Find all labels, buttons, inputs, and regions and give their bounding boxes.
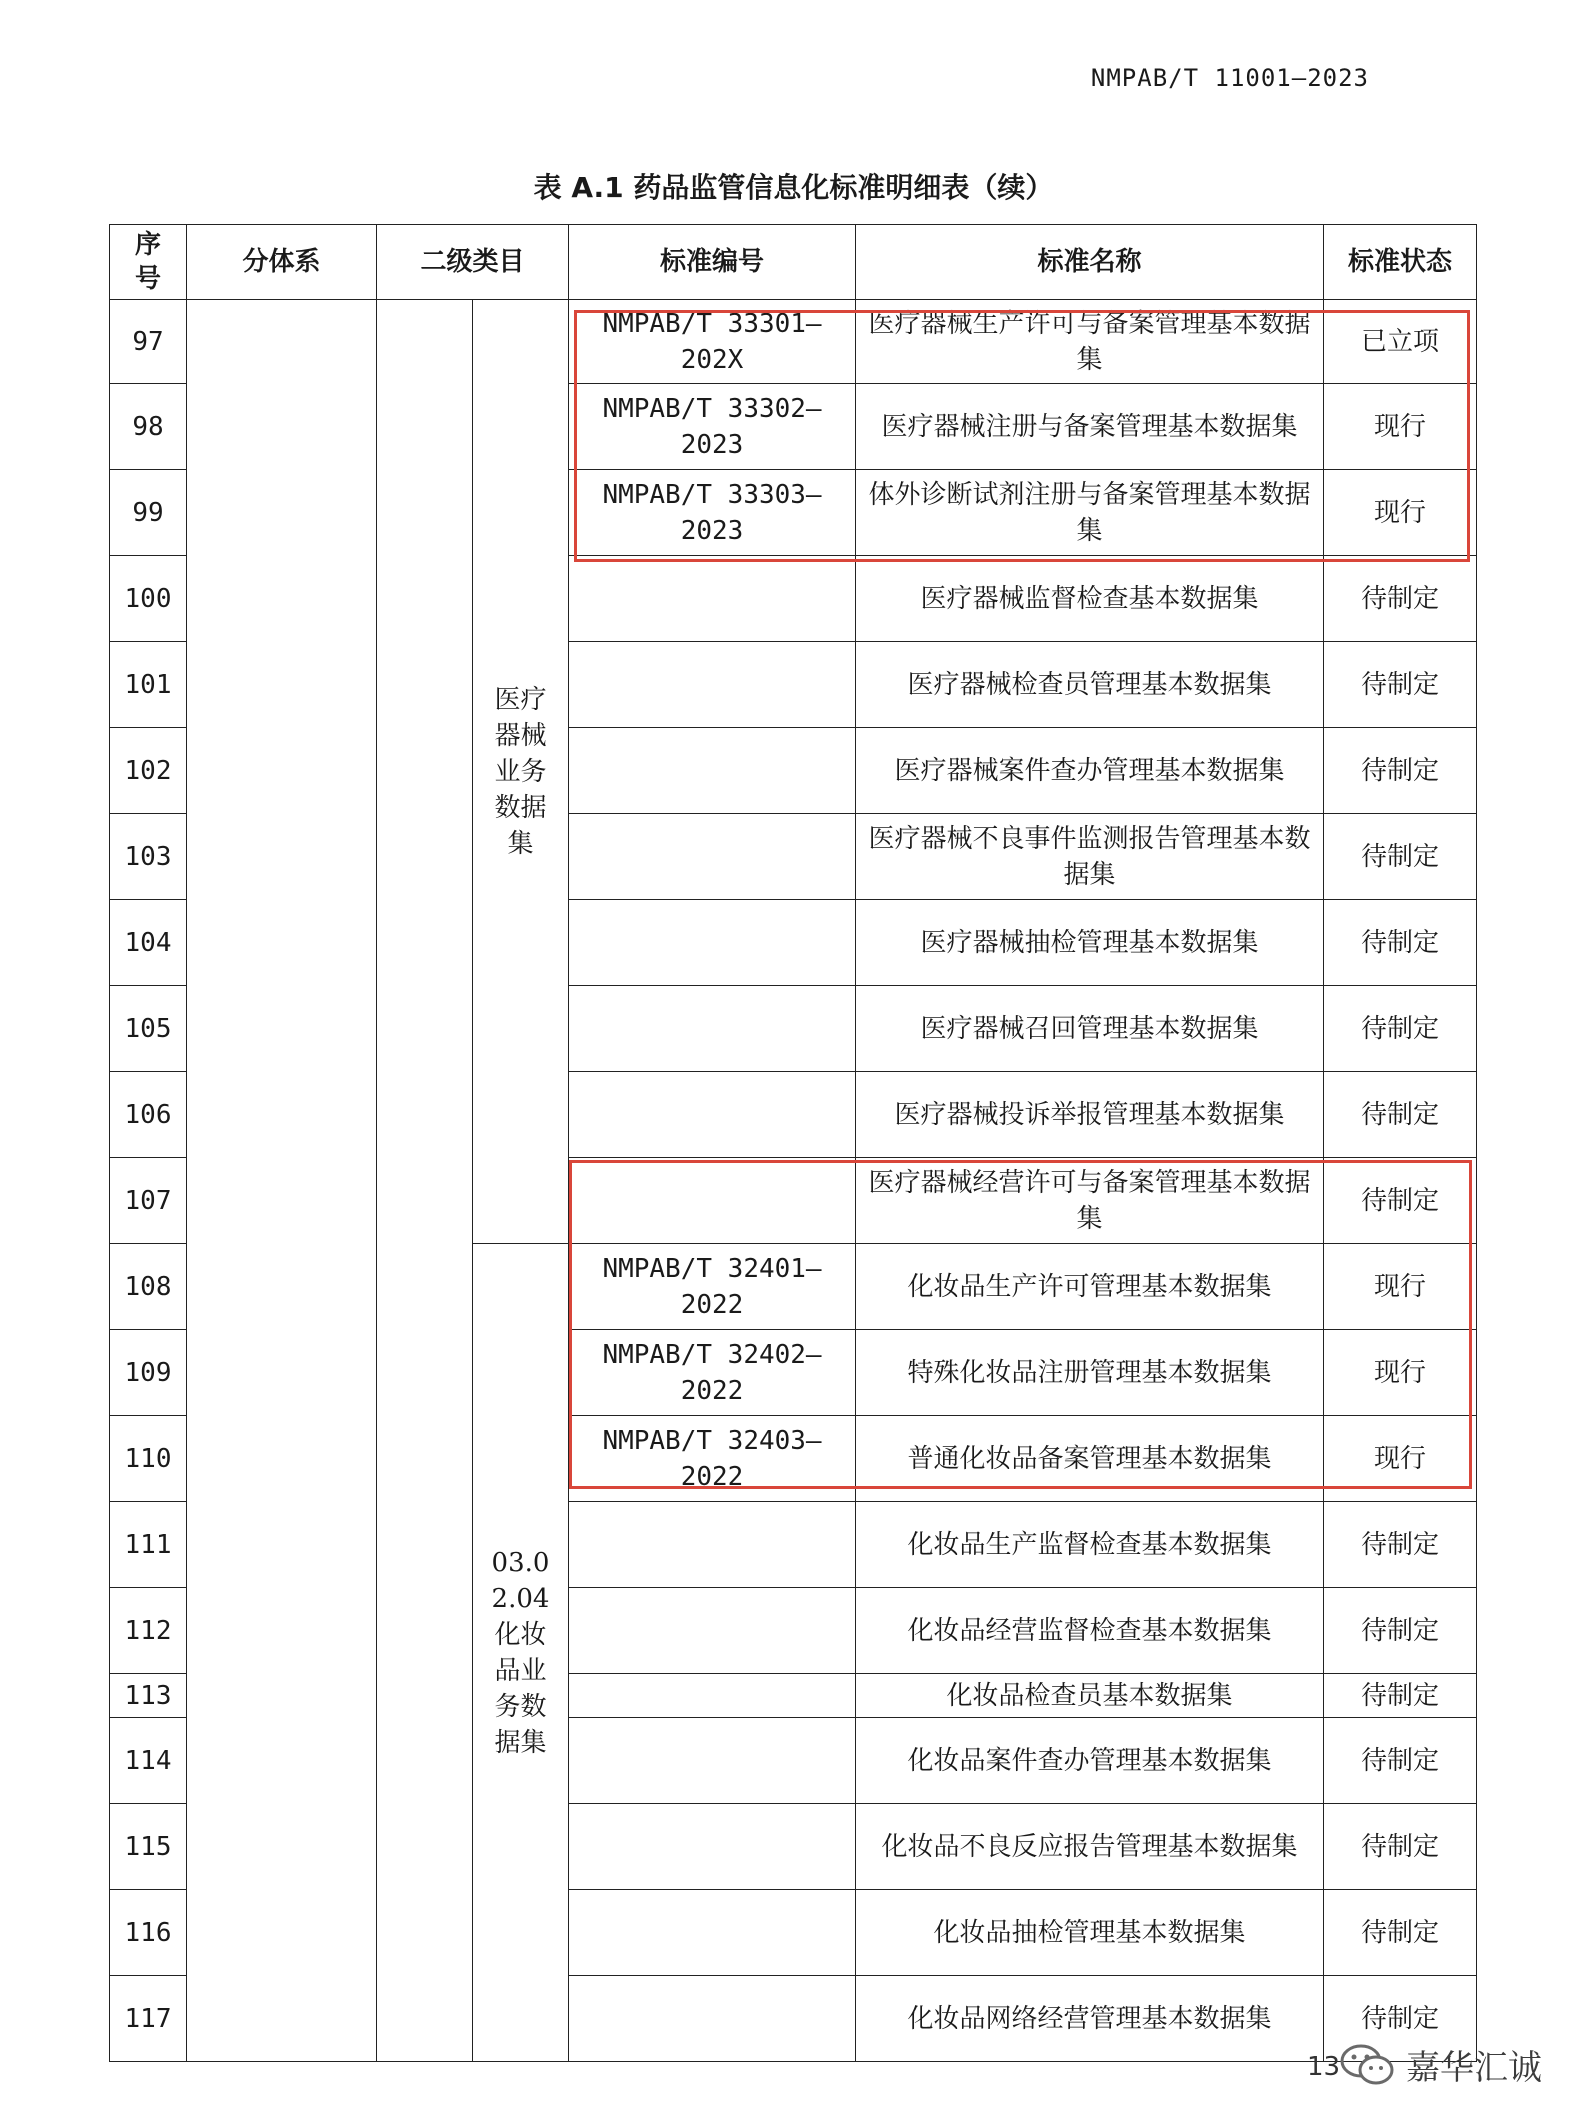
name-cell: 化妆品生产许可管理基本数据集 <box>856 1244 1324 1330</box>
seq-cell: 101 <box>110 642 187 728</box>
seq-cell: 102 <box>110 728 187 814</box>
status-cell: 待制定 <box>1324 1674 1477 1718</box>
seq-cell: 99 <box>110 470 187 556</box>
code-cell <box>569 728 856 814</box>
code-cell <box>569 1718 856 1804</box>
seq-cell: 117 <box>110 1976 187 2062</box>
status-cell: 待制定 <box>1324 1588 1477 1674</box>
status-cell: 已立项 <box>1324 300 1477 384</box>
code-cell: NMPAB/T 32403—2022 <box>569 1416 856 1502</box>
code-cell <box>569 986 856 1072</box>
header-category: 二级类目 <box>377 225 569 300</box>
status-cell: 待制定 <box>1324 642 1477 728</box>
code-cell <box>569 1804 856 1890</box>
seq-cell: 107 <box>110 1158 187 1244</box>
header-seq: 序号 <box>110 225 187 300</box>
code-cell <box>569 1588 856 1674</box>
name-cell: 化妆品不良反应报告管理基本数据集 <box>856 1804 1324 1890</box>
name-cell: 医疗器械投诉举报管理基本数据集 <box>856 1072 1324 1158</box>
seq-cell: 104 <box>110 900 187 986</box>
status-cell: 待制定 <box>1324 814 1477 900</box>
seq-cell: 114 <box>110 1718 187 1804</box>
name-cell: 医疗器械监督检查基本数据集 <box>856 556 1324 642</box>
status-cell: 待制定 <box>1324 1976 1477 2062</box>
page-number: 13 <box>1307 2052 1341 2082</box>
code-cell <box>569 1890 856 1976</box>
code-cell <box>569 642 856 728</box>
seq-cell: 113 <box>110 1674 187 1718</box>
code-cell <box>569 1502 856 1588</box>
status-cell: 现行 <box>1324 384 1477 470</box>
code-cell <box>569 900 856 986</box>
name-cell: 化妆品抽检管理基本数据集 <box>856 1890 1324 1976</box>
seq-cell: 108 <box>110 1244 187 1330</box>
status-cell: 待制定 <box>1324 900 1477 986</box>
name-cell: 医疗器械检查员管理基本数据集 <box>856 642 1324 728</box>
seq-cell: 112 <box>110 1588 187 1674</box>
code-cell <box>569 1674 856 1718</box>
seq-cell: 97 <box>110 300 187 384</box>
table-title: 表 A.1 药品监管信息化标准明细表（续） <box>533 171 1054 204</box>
watermark <box>1340 2040 1542 2089</box>
name-cell: 普通化妆品备案管理基本数据集 <box>856 1416 1324 1502</box>
seq-cell: 110 <box>110 1416 187 1502</box>
category-cosmetics-dataset: 03.02.04化妆品业务数据集 <box>473 1244 569 2062</box>
code-cell: NMPAB/T 32402—2022 <box>569 1330 856 1416</box>
name-cell: 医疗器械案件查办管理基本数据集 <box>856 728 1324 814</box>
code-cell: NMPAB/T 33301—202X <box>569 300 856 384</box>
code-cell <box>569 1976 856 2062</box>
status-cell: 现行 <box>1324 1244 1477 1330</box>
code-cell: NMPAB/T 32401—2022 <box>569 1244 856 1330</box>
seq-cell: 111 <box>110 1502 187 1588</box>
seq-cell: 105 <box>110 986 187 1072</box>
name-cell: 医疗器械生产许可与备案管理基本数据集 <box>856 300 1324 384</box>
watermark-text: 嘉华汇诚 <box>1406 2048 1542 2088</box>
status-cell: 现行 <box>1324 470 1477 556</box>
name-cell: 医疗器械抽检管理基本数据集 <box>856 900 1324 986</box>
name-cell: 医疗器械经营许可与备案管理基本数据集 <box>856 1158 1324 1244</box>
name-cell: 化妆品检查员基本数据集 <box>856 1674 1324 1718</box>
subsystem-cell <box>187 300 377 2062</box>
name-cell: 医疗器械召回管理基本数据集 <box>856 986 1324 1072</box>
header-status: 标准状态 <box>1324 225 1477 300</box>
name-cell: 医疗器械注册与备案管理基本数据集 <box>856 384 1324 470</box>
status-cell: 待制定 <box>1324 728 1477 814</box>
status-cell: 待制定 <box>1324 1158 1477 1244</box>
name-cell: 化妆品案件查办管理基本数据集 <box>856 1718 1324 1804</box>
code-cell <box>569 556 856 642</box>
table-row <box>110 300 1477 384</box>
name-cell: 医疗器械不良事件监测报告管理基本数据集 <box>856 814 1324 900</box>
status-cell: 待制定 <box>1324 1072 1477 1158</box>
standards-table <box>109 224 1477 2062</box>
name-cell: 特殊化妆品注册管理基本数据集 <box>856 1330 1324 1416</box>
seq-cell: 98 <box>110 384 187 470</box>
status-cell: 现行 <box>1324 1416 1477 1502</box>
code-cell <box>569 1072 856 1158</box>
name-cell: 化妆品生产监督检查基本数据集 <box>856 1502 1324 1588</box>
code-cell <box>569 1158 856 1244</box>
name-cell: 体外诊断试剂注册与备案管理基本数据集 <box>856 470 1324 556</box>
header-name: 标准名称 <box>856 225 1324 300</box>
code-cell <box>569 814 856 900</box>
status-cell: 待制定 <box>1324 1718 1477 1804</box>
name-cell: 化妆品网络经营管理基本数据集 <box>856 1976 1324 2062</box>
category-level1-cell <box>377 300 473 2062</box>
seq-cell: 103 <box>110 814 187 900</box>
seq-cell: 106 <box>110 1072 187 1158</box>
status-cell: 待制定 <box>1324 556 1477 642</box>
status-cell: 待制定 <box>1324 1804 1477 1890</box>
code-cell: NMPAB/T 33302—2023 <box>569 384 856 470</box>
code-cell: NMPAB/T 33303—2023 <box>569 470 856 556</box>
status-cell: 待制定 <box>1324 986 1477 1072</box>
seq-cell: 100 <box>110 556 187 642</box>
status-cell: 待制定 <box>1324 1890 1477 1976</box>
seq-cell: 116 <box>110 1890 187 1976</box>
name-cell: 化妆品经营监督检查基本数据集 <box>856 1588 1324 1674</box>
table-header-row <box>110 225 1477 300</box>
seq-cell: 109 <box>110 1330 187 1416</box>
status-cell: 现行 <box>1324 1330 1477 1416</box>
status-cell: 待制定 <box>1324 1502 1477 1588</box>
wechat-icon <box>1340 2043 1396 2087</box>
document-code: NMPAB/T 11001—2023 <box>1090 64 1369 92</box>
header-subsystem: 分体系 <box>187 225 377 300</box>
header-code: 标准编号 <box>569 225 856 300</box>
seq-cell: 115 <box>110 1804 187 1890</box>
category-device-dataset: 医疗器械业务数据集 <box>473 300 569 1244</box>
